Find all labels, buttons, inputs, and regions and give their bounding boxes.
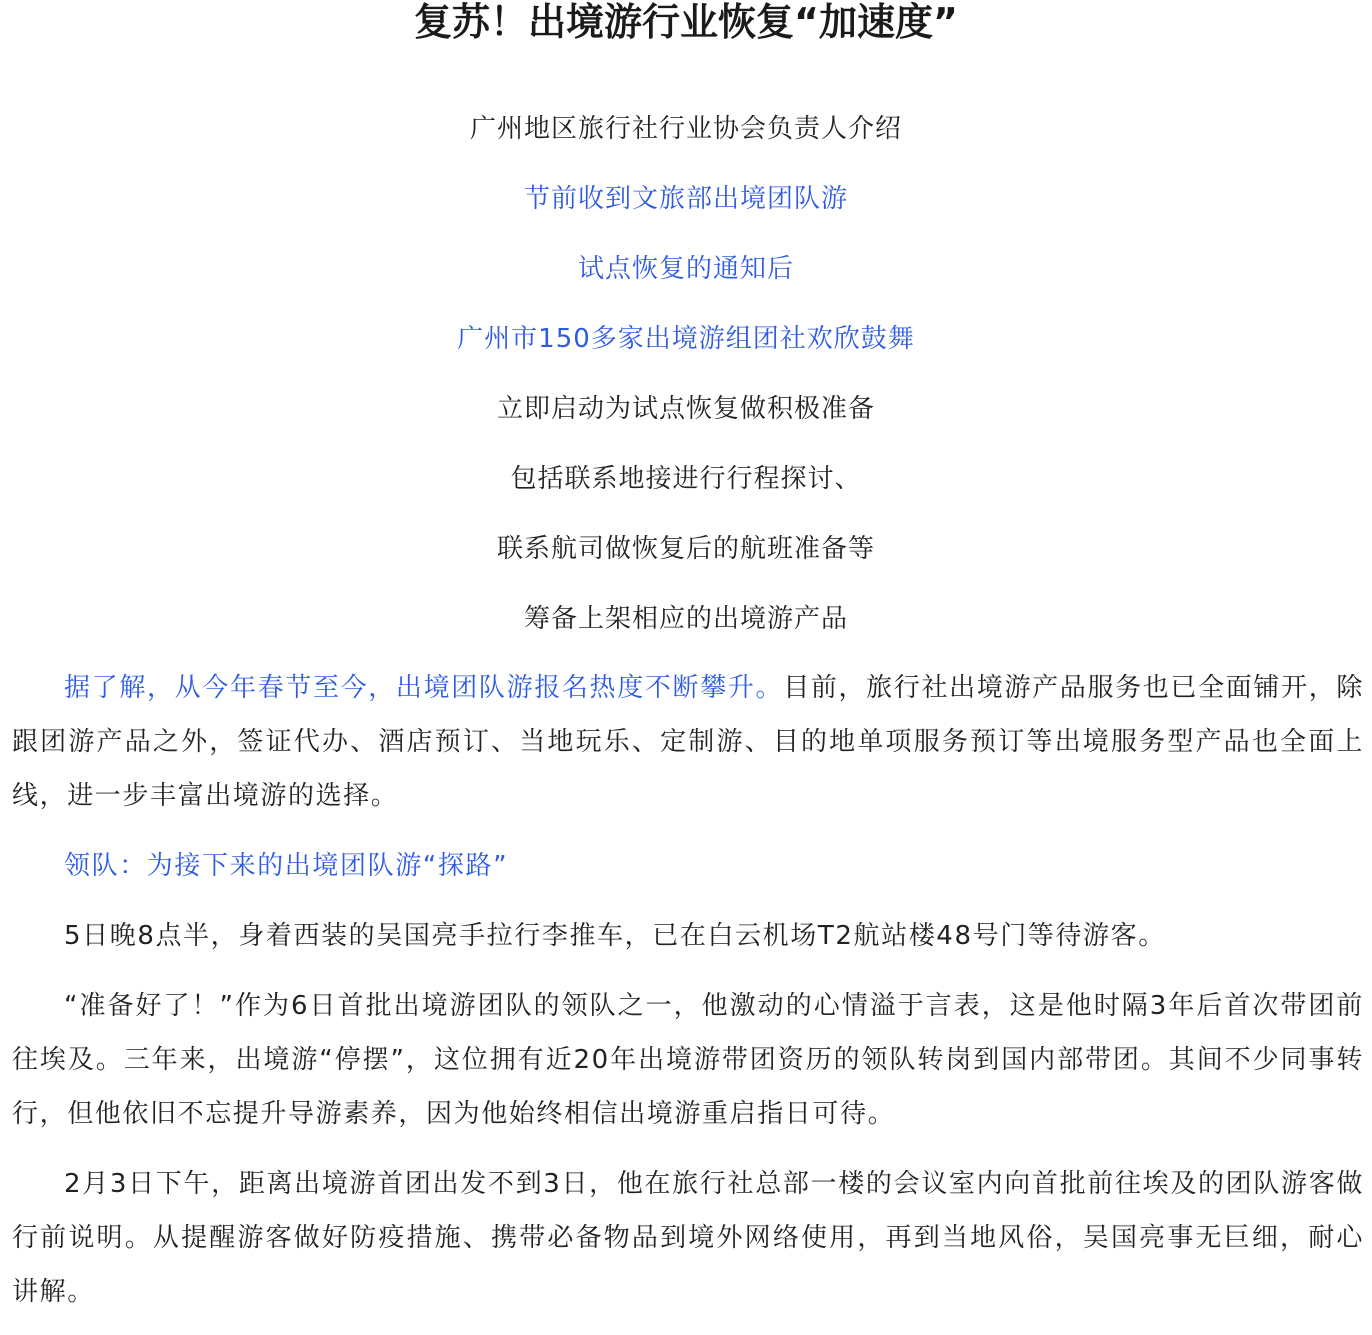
body-paragraph: [12, 661, 1364, 823]
body-paragraph: 5日晚8点半，身着西装的吴国亮手拉行李推车，已在白云机场T2航站楼48号门等待游客。: [64, 921, 1166, 951]
intro-line: 立即启动为试点恢复做积极准备: [496, 394, 875, 424]
article-title: 复苏！出境游行业恢复“加速度”: [414, 0, 958, 44]
section-heading: 领队：为接下来的出境团队游“探路”: [64, 851, 509, 881]
intro-line: 联系航司做恢复后的航班准备等: [496, 534, 875, 564]
body-paragraph: 2月3日下午，距离出境游首团出发不到3日，他在旅行社总部一楼的会议室内向首批前往埃及的团队游客做行前说明。从提醒游客做好防疫措施、携带必备物品到境外网络使用，再到当地风俗，吴国亮事无巨细，耐心讲解。: [12, 1169, 1364, 1307]
intro-line: 广州市150多家出境游组团社欢欣鼓舞: [457, 324, 915, 354]
article-body: [12, 661, 1364, 1335]
paragraph-text: 目前，旅行社出境游产品服务也已全面铺开，除跟团游产品之外，签证代办、酒店预订、当地玩乐、定制游、目的地单项服务预订等出境服务型产品也全面上线，进一步丰富出境游的选择。: [12, 673, 1364, 811]
intro-block: [0, 94, 1372, 654]
intro-line: 试点恢复的通知后: [577, 254, 794, 284]
intro-line: 包括联系地接进行行程探讨、: [510, 464, 862, 494]
intro-line: 节前收到文旅部出境团队游: [523, 184, 848, 214]
body-paragraph: “准备好了！”作为6日首批出境游团队的领队之一，他激动的心情溢于言表，这是他时隔3年后首次带团前往埃及。三年来，出境游“停摆”，这位拥有近20年出境游带团资历的领队转岗到国内部带团。其间不少同事转行，但他依旧不忘提升导游素养，因为他始终相信出境游重启指日可待。: [12, 991, 1364, 1129]
intro-line: 筹备上架相应的出境游产品: [523, 604, 848, 634]
paragraph-lead: 据了解，从今年春节至今，出境团队游报名热度不断攀升。: [64, 673, 784, 703]
intro-line: 广州地区旅行社行业协会负责人介绍: [469, 114, 902, 144]
